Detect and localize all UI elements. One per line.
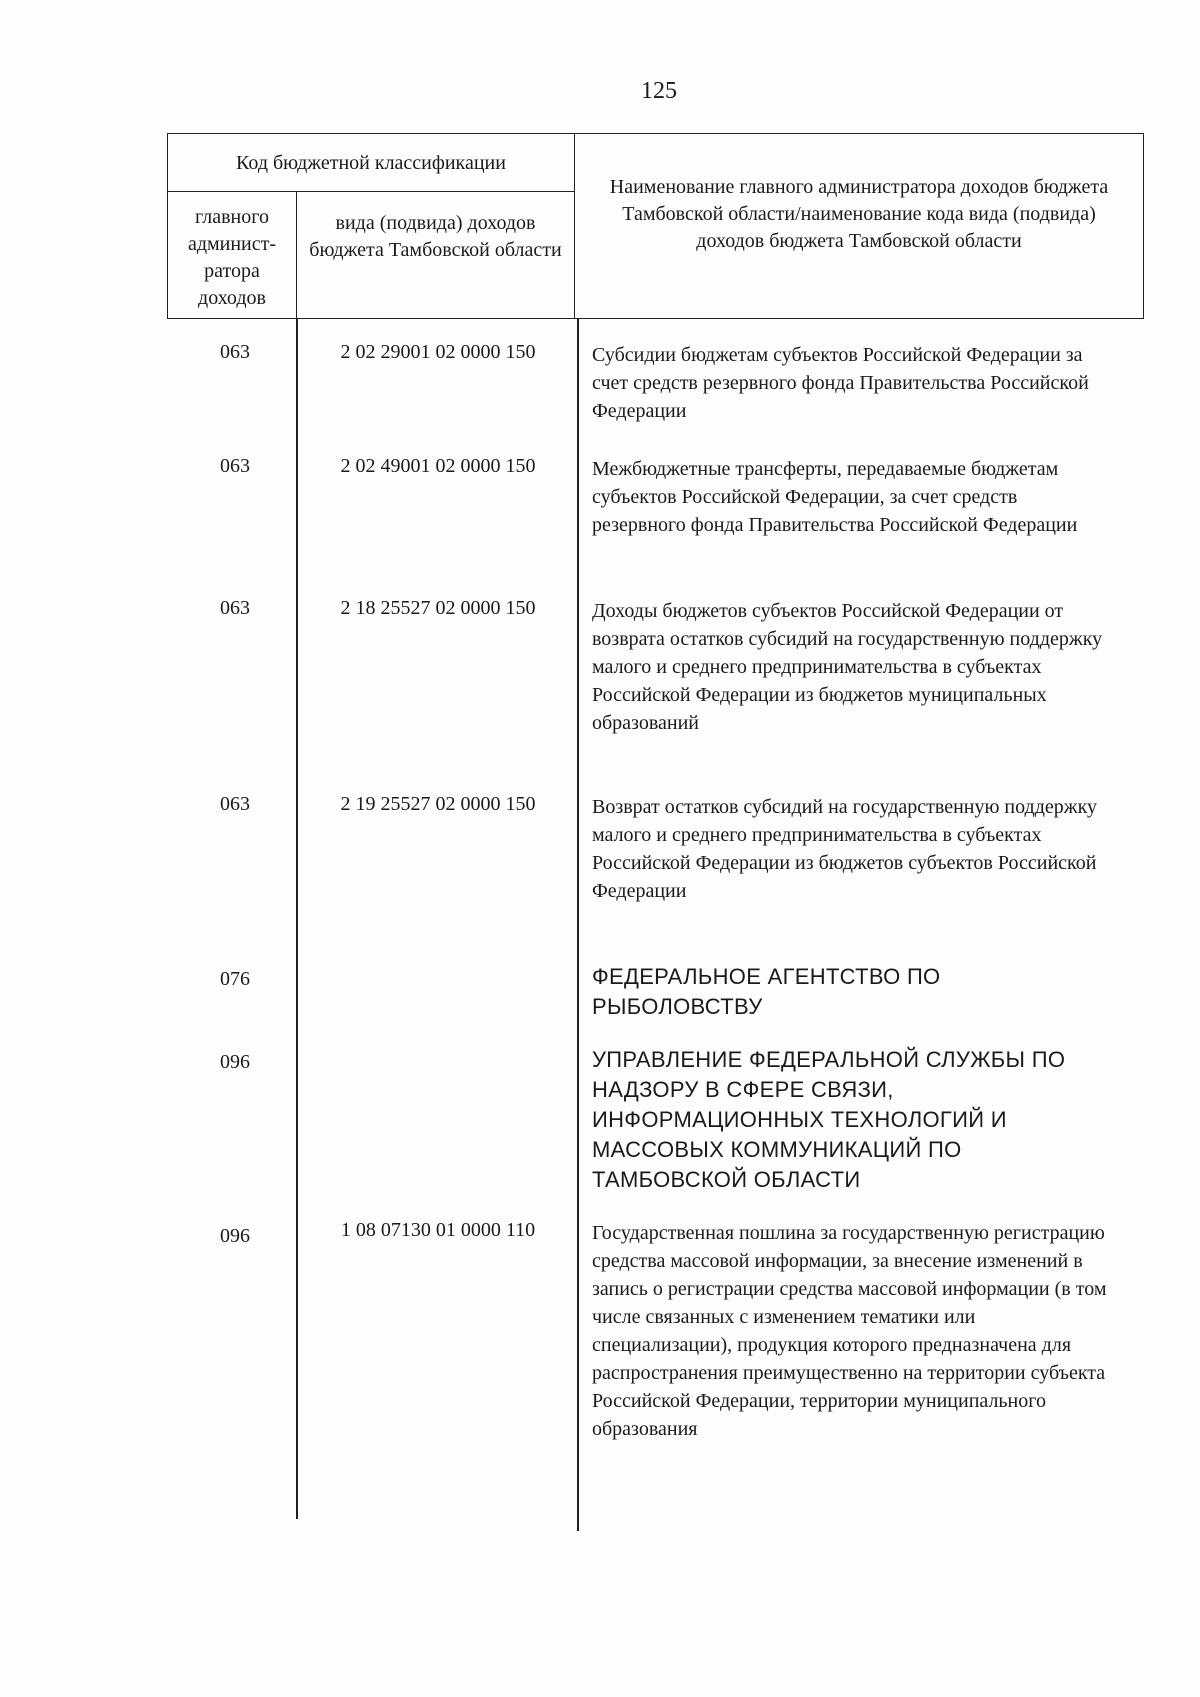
admin-code: 063 — [220, 793, 250, 815]
admin-code: 063 — [220, 455, 250, 477]
revenue-name: Межбюджетные трансферты, передаваемые бюджетам субъектов Российской Федерации, за счет средств резервного фонда Правительства Российской Федерации — [592, 458, 1078, 536]
admin-code: 063 — [220, 341, 250, 363]
admin-code: 096 — [220, 1051, 250, 1073]
column-divider-left — [296, 319, 298, 1519]
header-name-column: Наименование главного администратора доходов бюджета Тамбовской области/наименование кода вида (подвида) доходов бюджета Тамбовской области — [574, 134, 1143, 318]
admin-code: 063 — [220, 597, 250, 619]
administrator-name: УПРАВЛЕНИЕ ФЕДЕРАЛЬНОЙ СЛУЖБЫ ПО НАДЗОРУ В СФЕРЕ СВЯЗИ, ИНФОРМАЦИОННЫХ ТЕХНОЛОГИЙ И МАССОВЫХ КОММУНИКАЦИЙ ПО ТАМБОВСКОЙ ОБЛАСТИ — [592, 1047, 1066, 1192]
header-group-title: Код бюджетной классификации — [168, 134, 574, 192]
page-number: 125 — [641, 78, 677, 104]
header-admin-column: главного админист-ратора доходов — [168, 192, 297, 319]
column-divider-right — [577, 319, 579, 1531]
revenue-name: Субсидии бюджетам субъектов Российской Федерации за счет средств резервного фонда Правительства Российской Федерации — [592, 344, 1089, 422]
revenue-name: Возврат остатков субсидий на государственную поддержку малого и среднего предпринимательства в субъектах Российской Федерации из бюджетов субъектов Российской Федерации — [592, 796, 1098, 902]
revenue-name: Государственная пошлина за государственную регистрацию средства массовой информации, за внесение изменений в запись о регистрации средства массовой информации (в том числе связанных с изменением тематики или специализации), продукция которого предназначена для распространения преимущественно на территории субъекта Российской Федерации, территории муниципального образования — [592, 1222, 1107, 1440]
header-code-column: вида (подвида) доходов бюджета Тамбовской области — [309, 212, 562, 261]
revenue-code: 2 02 49001 02 0000 150 — [340, 455, 536, 477]
revenue-code: 2 18 25527 02 0000 150 — [340, 597, 536, 619]
revenue-code: 1 08 07130 01 0000 110 — [340, 1219, 536, 1241]
revenue-name: Доходы бюджетов субъектов Российской Федерации от возврата остатков субсидий на государственную поддержку малого и среднего предпринимательства в субъектах Российской Федерации из бюджетов муниципальных образований — [592, 600, 1103, 734]
table-header — [167, 133, 1144, 319]
revenue-code: 2 19 25527 02 0000 150 — [340, 793, 536, 815]
administrator-name: ФЕДЕРАЛЬНОЕ АГЕНТСТВО ПО РЫБОЛОВСТВУ — [592, 964, 941, 1019]
revenue-code: 2 02 29001 02 0000 150 — [340, 341, 536, 363]
admin-code: 076 — [220, 968, 250, 990]
admin-code: 096 — [220, 1225, 250, 1247]
